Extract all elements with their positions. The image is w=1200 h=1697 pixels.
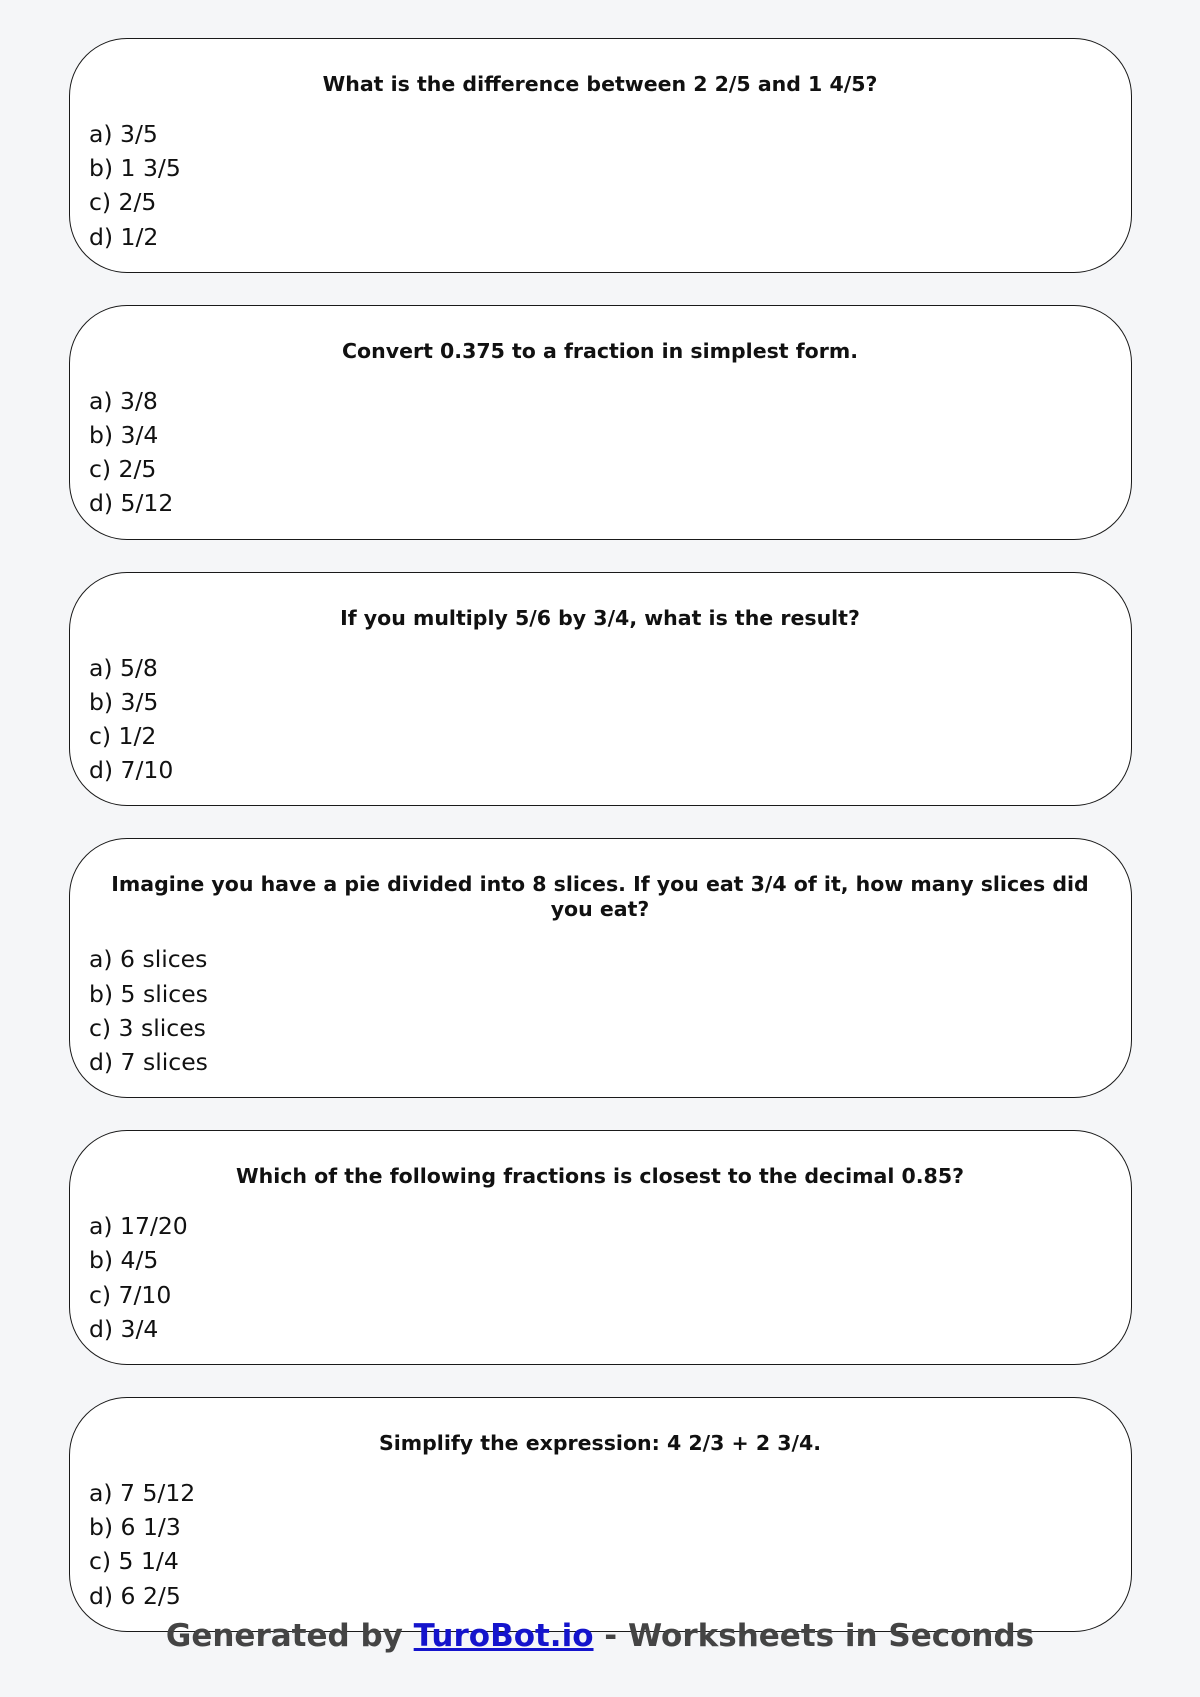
question-card	[69, 838, 1132, 1098]
question-card	[69, 1130, 1132, 1365]
option-a: a) 6 slices	[89, 945, 208, 974]
option-d: d) 3/4	[89, 1314, 159, 1343]
footer-suffix: - Worksheets in Seconds	[593, 1618, 1035, 1654]
question-card	[69, 1397, 1132, 1632]
option-list	[89, 384, 1111, 521]
option-b: b) 4/5	[89, 1246, 159, 1275]
option-a: a) 17/20	[89, 1212, 188, 1241]
option-a: a) 3/5	[89, 120, 158, 148]
option-a: a) 7 5/12	[89, 1479, 196, 1508]
option-list	[89, 1209, 1111, 1346]
option-list	[89, 651, 1111, 788]
option-d: d) 1/2	[89, 222, 159, 251]
option-d: d) 5/12	[89, 489, 174, 518]
option-d: d) 7 slices	[89, 1048, 208, 1077]
option-b: b) 5 slices	[89, 979, 208, 1008]
option-d: d) 6 2/5	[89, 1581, 181, 1610]
question-text: Which of the following fractions is closest to the decimal 0.85?	[236, 1164, 964, 1189]
option-a: a) 3/8	[89, 386, 158, 415]
option-list	[89, 117, 1111, 254]
option-c: c) 2/5	[89, 188, 157, 217]
footer-link[interactable]: TuroBot.io	[413, 1618, 594, 1654]
question-card	[69, 572, 1132, 807]
question-card	[69, 38, 1132, 273]
question-text: Imagine you have a pie divided into 8 slices. If you eat 3/4 of it, how many slices did you eat?	[111, 872, 1089, 922]
question-list	[69, 38, 1132, 1664]
option-b: b) 6 1/3	[89, 1513, 181, 1542]
option-b: b) 3/5	[89, 687, 159, 716]
footer	[0, 1618, 1200, 1654]
option-c: c) 1/2	[89, 722, 157, 751]
question-text: If you multiply 5/6 by 3/4, what is the result?	[340, 605, 860, 630]
option-list	[89, 1476, 1111, 1613]
footer-prefix: Generated by	[165, 1618, 414, 1654]
option-d: d) 7/10	[89, 756, 174, 785]
question-text: Convert 0.375 to a fraction in simplest form.	[341, 338, 858, 363]
option-c: c) 7/10	[89, 1280, 172, 1309]
question-text: What is the difference between 2 2/5 and 1 4/5?	[322, 72, 878, 96]
question-text: Simplify the expression: 4 2/3 + 2 3/4.	[378, 1431, 822, 1456]
option-c: c) 3 slices	[89, 1013, 206, 1042]
option-c: c) 2/5	[89, 455, 157, 484]
option-a: a) 5/8	[89, 653, 158, 682]
option-c: c) 5 1/4	[89, 1547, 179, 1576]
option-list	[89, 942, 1111, 1079]
option-b: b) 1 3/5	[89, 154, 181, 183]
question-card	[69, 305, 1132, 540]
option-b: b) 3/4	[89, 421, 159, 450]
